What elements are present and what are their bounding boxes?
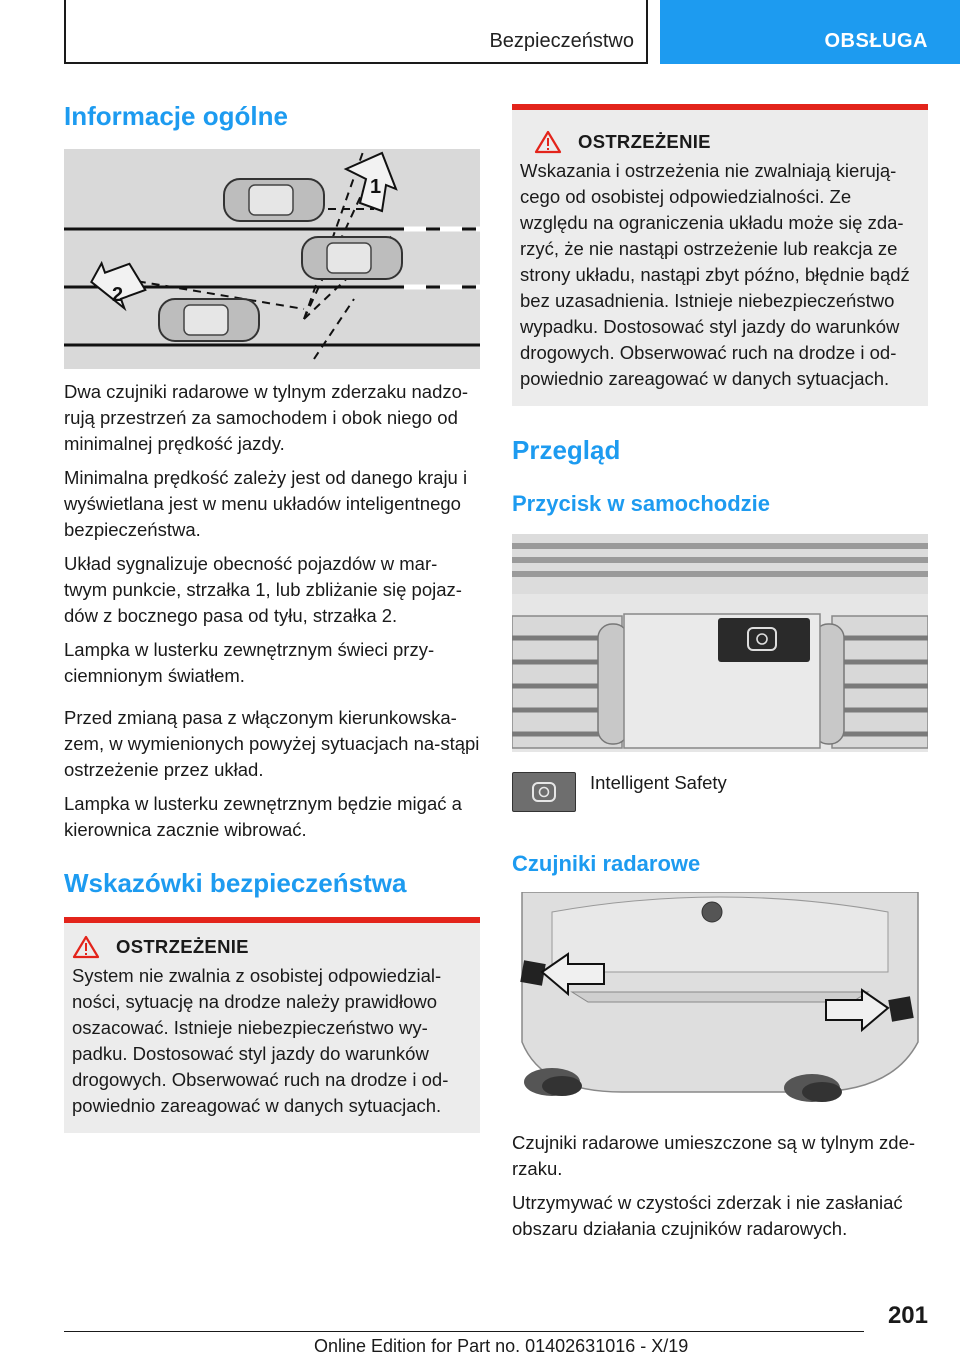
warning-text: System nie zwalnia z osobistej odpowiedzial-ności, sytuację na drodze należy prawidłowo oszacować. Istnieje niebezpieczeństwo wy-padku. Dostosować styl jazdy do warunków drogowych. Obserwować ruch na drodze i od-powiednio zareagować w danych sytuacjach. bbox=[72, 965, 449, 1116]
radar-sensor-illustration bbox=[512, 892, 928, 1114]
car-top-icon bbox=[224, 179, 324, 221]
subsection-title-radar: Czujniki radarowe bbox=[512, 851, 701, 876]
rear-bumper-diagram bbox=[512, 892, 928, 1114]
warning-box-left bbox=[64, 917, 480, 1133]
section-title-general: Informacje ogólne bbox=[64, 101, 288, 131]
warning-box-right bbox=[512, 104, 928, 406]
dashboard-button-photo bbox=[512, 534, 928, 752]
header-frame bbox=[64, 0, 648, 64]
left-column bbox=[64, 100, 480, 1133]
section-title-safety: Wskazówki bezpieczeństwa bbox=[64, 868, 407, 898]
paragraph: Minimalna prędkość zależy jest od danego kraju i wyświetlana jest w menu układów inteligentnego bezpieczeństwa. bbox=[64, 467, 468, 540]
intelligent-safety-button[interactable] bbox=[718, 618, 810, 662]
paragraph: Dwa czujniki radarowe w tylnym zderzaku nadzo-rują przestrzeń za samochodem i obok niego od minimalnej prędkość jazdy. bbox=[64, 381, 469, 454]
paragraph: Lampka w lusterku zewnętrznym będzie migać a kierownica zacznie wibrować. bbox=[64, 793, 462, 840]
arrow-2-label: 2 bbox=[112, 284, 124, 306]
paragraph: Czujniki radarowe umieszczone są w tylnym zde-rzaku. bbox=[512, 1132, 916, 1179]
paragraph: Lampka w lusterku zewnętrznym świeci przy-ciemnionym światłem. bbox=[64, 639, 435, 686]
header-chapter-tab[interactable] bbox=[660, 0, 960, 64]
warning-title: OSTRZEŻENIE bbox=[578, 131, 711, 152]
road-lanes-diagram bbox=[64, 149, 480, 369]
blind-spot-illustration bbox=[64, 149, 480, 369]
footer-divider bbox=[64, 1331, 864, 1332]
warning-title: OSTRZEŻENIE bbox=[116, 936, 249, 957]
car-middle-icon bbox=[302, 237, 402, 279]
warning-triangle-icon bbox=[72, 935, 100, 959]
intelligent-safety-icon bbox=[512, 772, 576, 812]
paragraph: Przed zmianą pasa z włączonym kierunkowska-zem, w wymienionych powyżej sytuacjach na-stąpi ostrzeżenie przez układ. bbox=[64, 707, 480, 780]
button-legend-row bbox=[512, 772, 928, 812]
subsection-title-button: Przycisk w samochodzie bbox=[512, 491, 770, 516]
edition-info: Online Edition for Part no. 01402631016 - X/19 bbox=[314, 1336, 689, 1356]
warning-triangle-icon bbox=[534, 130, 562, 154]
page-number: 201 bbox=[887, 1302, 928, 1329]
car-bottom-icon bbox=[159, 299, 259, 341]
right-column bbox=[512, 104, 928, 1242]
dashboard-vents-diagram bbox=[512, 534, 928, 752]
paragraph: Układ sygnalizuje obecność pojazdów w mar-twym punkcie, strzałka 1, lub zbliżanie się pojaz-dów z bocznego pasa od tyłu, strzałka 2. bbox=[64, 553, 462, 626]
intelligent-safety-label: Intelligent Safety bbox=[590, 772, 727, 793]
paragraph: Utrzymywać w czystości zderzak i nie zasłaniać obszaru działania czujników radarowych. bbox=[512, 1192, 903, 1239]
arrow-1-label: 1 bbox=[370, 176, 382, 198]
section-title-overview: Przegląd bbox=[512, 435, 621, 465]
warning-text: Wskazania i ostrzeżenia nie zwalniają kierują-cego od osobistej odpowiedzialności. Ze względu na ograniczenia układu może się zda-rzyć, że nie nastąpi ostrzeżenie lub reakcja ze strony układu, nastąpi zbyt późno, błędnie bądź bez uzasadnienia. Istnieje niebezpieczeństwo wypadku. Dostosować styl jazdy do warunków drogowych. Obserwować ruch na drodze i od-powiednio zareagować w danych sytuacjach. bbox=[520, 160, 910, 389]
header-chapter-label: OBSŁUGA bbox=[824, 30, 928, 52]
header-section-title: Bezpieczeństwo bbox=[489, 30, 634, 52]
